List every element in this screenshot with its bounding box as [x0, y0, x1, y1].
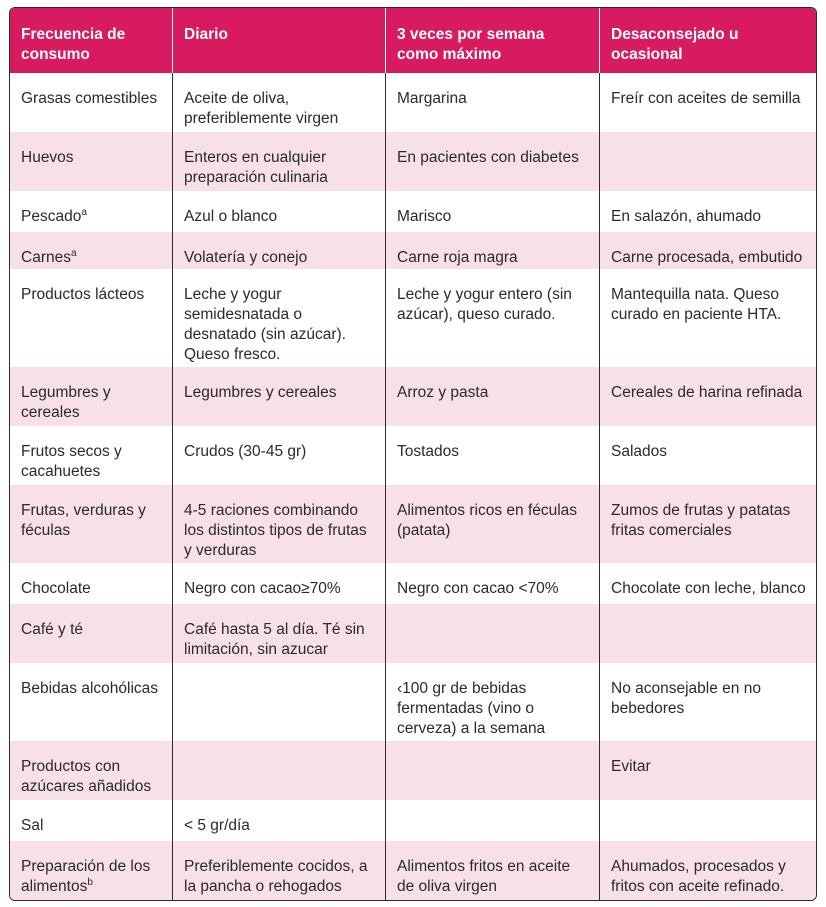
food-cell-text: Frutas, verduras y féculas	[21, 502, 146, 539]
weekly-cell	[385, 663, 599, 741]
daily-cell	[172, 663, 385, 741]
food-cell-text: Café y té	[21, 621, 84, 638]
food-cell-text: Productos con azúcares añadidos	[21, 758, 152, 795]
food-cell	[10, 800, 172, 841]
daily-cell-text: Crudos (30-45 gr)	[184, 443, 307, 460]
food-cell-text: Preparación de los alimentos	[21, 858, 151, 895]
daily-cell	[172, 604, 385, 663]
weekly-cell-text: Carne roja magra	[397, 249, 518, 266]
table-row	[10, 841, 816, 900]
discouraged-cell-text: Salados	[611, 443, 668, 460]
food-cell	[10, 73, 172, 132]
discouraged-cell	[599, 232, 816, 269]
food-cell-text: Grasas comestibles	[21, 90, 158, 107]
footnote-marker: b	[87, 876, 93, 888]
daily-cell-text: Café hasta 5 al día. Té sin limitación, sin azucar	[184, 621, 365, 658]
daily-cell-text: Enteros en cualquier preparación culinaria	[184, 149, 328, 186]
discouraged-cell-text: Cereales de harina refinada	[611, 384, 803, 401]
food-cell	[10, 741, 172, 800]
weekly-cell	[385, 269, 599, 367]
table-row	[10, 191, 816, 232]
weekly-cell	[385, 800, 599, 841]
discouraged-cell	[599, 663, 816, 741]
daily-cell	[172, 191, 385, 232]
food-frequency-table	[9, 7, 817, 901]
footnote-marker: a	[81, 206, 87, 218]
discouraged-cell	[599, 604, 816, 663]
discouraged-cell-text: Evitar	[611, 758, 651, 775]
food-cell	[10, 485, 172, 563]
table-row	[10, 604, 816, 663]
daily-cell-text: Preferiblemente cocidos, a la pancha o rehogados	[184, 858, 368, 895]
table-row	[10, 269, 816, 367]
weekly-cell	[385, 604, 599, 663]
discouraged-cell	[599, 741, 816, 800]
food-cell-text: Bebidas alcohólicas	[21, 680, 159, 697]
table-row	[10, 73, 816, 132]
daily-cell	[172, 485, 385, 563]
weekly-cell-text: Negro con cacao <70%	[397, 580, 559, 597]
weekly-cell-text: Alimentos ricos en féculas (patata)	[397, 502, 578, 539]
daily-cell	[172, 800, 385, 841]
food-cell	[10, 604, 172, 663]
food-cell	[10, 132, 172, 191]
food-cell-text: Sal	[21, 817, 44, 834]
table-row	[10, 426, 816, 485]
header-weekly: 3 veces por semana como máximo	[385, 8, 599, 73]
daily-cell	[172, 73, 385, 132]
daily-cell	[172, 367, 385, 426]
discouraged-cell	[599, 563, 816, 604]
discouraged-cell	[599, 191, 816, 232]
table-row	[10, 367, 816, 426]
header-frequency: Frecuencia de consumo	[21, 26, 126, 63]
table-row	[10, 741, 816, 800]
table-row	[10, 132, 816, 191]
weekly-cell-text: Arroz y pasta	[397, 384, 489, 401]
weekly-cell	[385, 426, 599, 485]
daily-cell	[172, 841, 385, 900]
food-cell	[10, 563, 172, 604]
discouraged-cell	[599, 269, 816, 367]
food-cell-text: Legumbres y cereales	[21, 384, 111, 421]
weekly-cell	[385, 563, 599, 604]
discouraged-cell	[599, 426, 816, 485]
food-cell	[10, 232, 172, 269]
discouraged-cell-text: No aconsejable en no bebedores	[611, 680, 761, 717]
discouraged-cell	[599, 841, 816, 900]
table-body	[10, 73, 816, 900]
table-row	[10, 663, 816, 741]
daily-cell-text: Volatería y conejo	[184, 249, 308, 266]
daily-cell-text: Legumbres y cereales	[184, 384, 337, 401]
table-row	[10, 232, 816, 269]
weekly-cell-text: Marisco	[397, 208, 452, 225]
food-cell-text: Frutos secos y cacahuetes	[21, 443, 122, 480]
daily-cell-text: Aceite de oliva, preferiblemente virgen	[184, 90, 339, 127]
food-cell-text: Pescado	[21, 208, 82, 225]
food-cell-text: Chocolate	[21, 580, 91, 597]
food-cell-text: Huevos	[21, 149, 74, 166]
discouraged-cell	[599, 367, 816, 426]
weekly-cell	[385, 73, 599, 132]
food-cell	[10, 841, 172, 900]
weekly-cell	[385, 841, 599, 900]
weekly-cell	[385, 191, 599, 232]
table-row	[10, 800, 816, 841]
daily-cell	[172, 132, 385, 191]
daily-cell-text: Azul o blanco	[184, 208, 278, 225]
daily-cell	[172, 426, 385, 485]
weekly-cell-text: Alimentos fritos en aceite de oliva virgen	[397, 858, 571, 895]
weekly-cell-text: Margarina	[397, 90, 467, 107]
daily-cell-text: < 5 gr/día	[184, 817, 250, 834]
daily-cell-text: 4-5 raciones combinando los distintos tipos de frutas y verduras	[184, 502, 367, 559]
weekly-cell	[385, 232, 599, 269]
header-discouraged: Desaconsejado u ocasional	[599, 8, 816, 73]
discouraged-cell-text: Ahumados, procesados y fritos con aceite refinado.	[611, 858, 786, 895]
discouraged-cell	[599, 800, 816, 841]
table-header	[10, 8, 816, 73]
food-cell	[10, 426, 172, 485]
weekly-cell	[385, 132, 599, 191]
food-cell-text: Carnes	[21, 249, 71, 266]
table-row	[10, 485, 816, 563]
food-cell	[10, 269, 172, 367]
weekly-cell-text: Leche y yogur entero (sin azúcar), queso curado.	[397, 286, 572, 323]
weekly-cell	[385, 741, 599, 800]
food-cell-text: Productos lácteos	[21, 286, 145, 303]
discouraged-cell-text: Mantequilla nata. Queso curado en paciente HTA.	[611, 286, 782, 323]
table-row	[10, 563, 816, 604]
discouraged-cell	[599, 73, 816, 132]
discouraged-cell-text: Chocolate con leche, blanco	[611, 580, 806, 597]
discouraged-cell-text: Zumos de frutas y patatas fritas comerciales	[611, 502, 791, 539]
header-daily: Diario	[172, 8, 385, 73]
daily-cell	[172, 563, 385, 604]
weekly-cell	[385, 367, 599, 426]
weekly-cell-text: En pacientes con diabetes	[397, 149, 579, 166]
discouraged-cell-text: Carne procesada, embutido	[611, 249, 803, 266]
daily-cell-text: Leche y yogur semidesnatada o desnatado (sin azúcar). Queso fresco.	[184, 286, 346, 363]
weekly-cell-text: Tostados	[397, 443, 460, 460]
discouraged-cell-text: En salazón, ahumado	[611, 208, 761, 225]
discouraged-cell-text: Freír con aceites de semilla	[611, 90, 801, 107]
food-cell	[10, 663, 172, 741]
daily-cell	[172, 741, 385, 800]
discouraged-cell	[599, 132, 816, 191]
daily-cell	[172, 232, 385, 269]
daily-cell-text: Negro con cacao≥70%	[184, 580, 341, 597]
discouraged-cell	[599, 485, 816, 563]
weekly-cell-text: ‹100 gr de bebidas fermentadas (vino o cerveza) a la semana	[397, 680, 546, 737]
daily-cell	[172, 269, 385, 367]
food-cell	[10, 191, 172, 232]
weekly-cell	[385, 485, 599, 563]
footnote-marker: a	[70, 247, 77, 259]
food-cell	[10, 367, 172, 426]
